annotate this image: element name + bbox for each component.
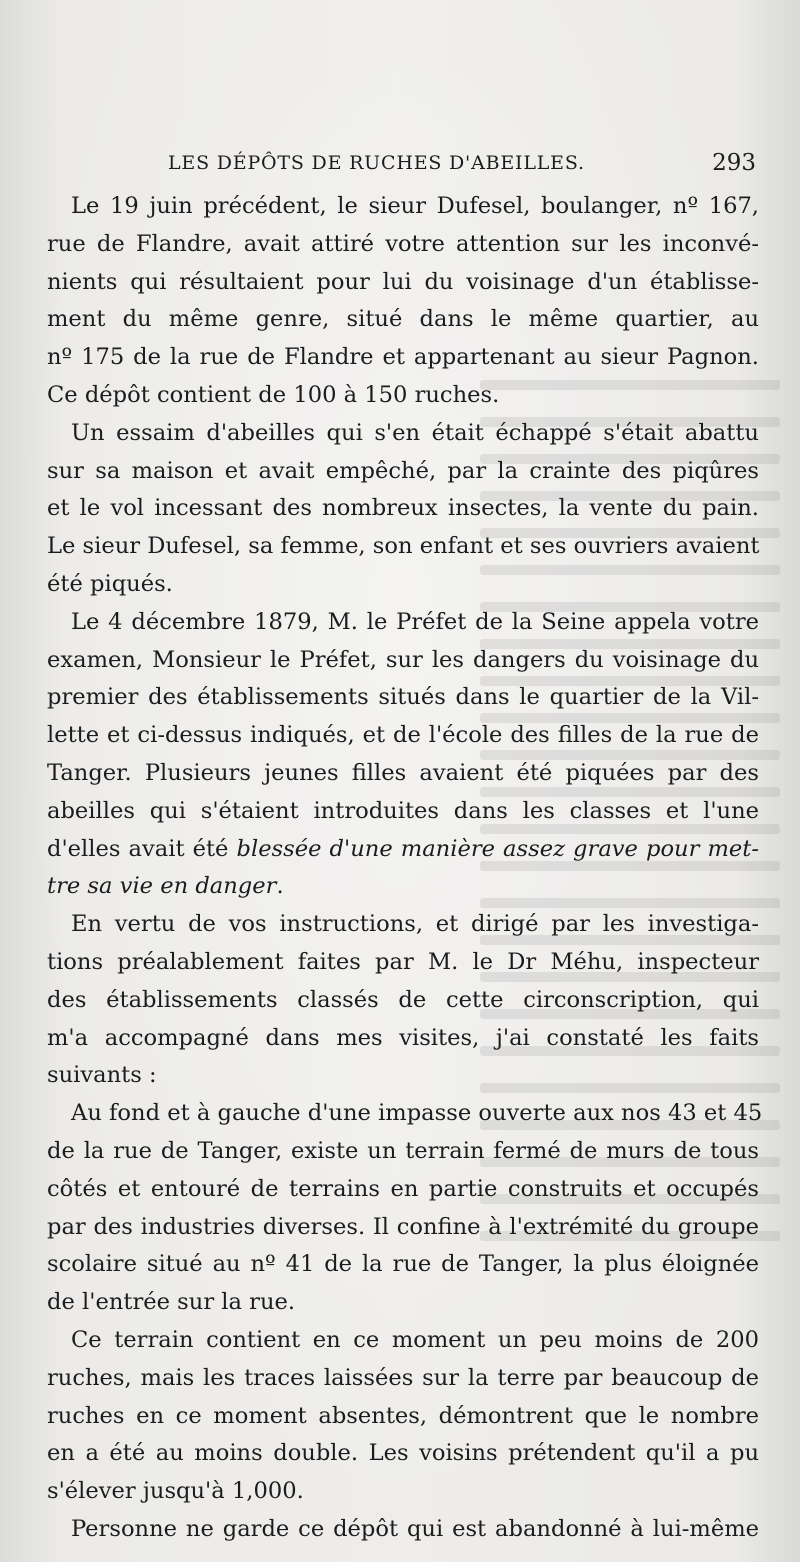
body-text	[47, 188, 763, 1549]
italic-segment: tre sa vie en danger	[47, 873, 277, 900]
text-line: côtés et entouré de terrains en partie construits et occupés	[47, 1175, 759, 1202]
text-line: été piqués.	[47, 570, 173, 597]
text-line: Au fond et à gauche d'une impasse ouverte aux nos 43 et 45	[71, 1100, 763, 1127]
text-line: nients qui résultaient pour lui du voisinage d'un établisse-	[47, 268, 759, 295]
text-line: Le 4 décembre 1879, M. le Préfet de la Seine appela votre	[71, 608, 759, 635]
text-line: ruches en ce moment absentes, démontrent que le nombre	[47, 1402, 759, 1429]
paragraph-4	[47, 906, 759, 1095]
text-line: en a été au moins double. Les voisins prétendent qu'il a pu	[47, 1440, 759, 1467]
paragraph-1	[47, 188, 759, 415]
text-line: de la rue de Tanger, existe un terrain fermé de murs de tous	[47, 1137, 759, 1164]
text-line-mixed	[47, 831, 759, 869]
running-head: LES DÉPÔTS DE RUCHES D'ABEILLES.	[168, 152, 585, 174]
text-line: nº 175 de la rue de Flandre et appartenant au sieur Pagnon.	[47, 344, 759, 371]
text-line: rue de Flandre, avait attiré votre attention sur les inconvé-	[47, 230, 759, 257]
text-line: s'élever jusqu'à 1,000.	[47, 1478, 304, 1505]
text-line: Ce terrain contient en ce moment un peu moins de 200	[71, 1326, 759, 1353]
text-line: premier des établissements situés dans le quartier de la Vil-	[47, 684, 759, 711]
page-number: 293	[712, 150, 756, 176]
text-line: m'a accompagné dans mes visites, j'ai constaté les faits	[47, 1024, 759, 1051]
page-header	[60, 146, 760, 180]
text-line: Personne ne garde ce dépôt qui est abandonné à lui-même	[71, 1515, 759, 1542]
text-line: abeilles qui s'étaient introduites dans les classes et l'une	[47, 797, 759, 824]
paragraph-7	[47, 1511, 759, 1549]
text-line: Ce dépôt contient de 100 à 150 ruches.	[47, 381, 500, 408]
text-line: Le 19 juin précédent, le sieur Dufesel, boulanger, nº 167,	[71, 193, 759, 219]
text-line-mixed: tre sa vie en danger.	[47, 873, 284, 900]
text-line: lette et ci-dessus indiqués, et de l'école des filles de la rue de	[47, 722, 759, 749]
text-line: scolaire situé au nº 41 de la rue de Tanger, la plus éloignée	[47, 1251, 759, 1278]
text-line: Tanger. Plusieurs jeunes filles avaient été piquées par des	[47, 759, 759, 786]
paragraph-5	[47, 1095, 763, 1322]
paragraph-3	[47, 604, 759, 906]
text-line: et le vol incessant des nombreux insectes, la vente du pain.	[47, 495, 759, 522]
text-segment: d'elles avait été	[47, 835, 237, 862]
text-line: ruches, mais les traces laissées sur la terre par beaucoup de	[47, 1364, 759, 1391]
text-line: ment du même genre, situé dans le même quartier, au	[47, 306, 759, 333]
paragraph-6	[47, 1322, 759, 1511]
paragraph-2	[47, 415, 759, 604]
text-line: tions préalablement faites par M. le Dr Méhu, inspecteur	[47, 948, 759, 975]
text-line: suivants :	[47, 1062, 157, 1089]
text-line: sur sa maison et avait empêché, par la crainte des piqûres	[47, 457, 759, 484]
text-line: des établissements classés de cette circonscription, qui	[47, 986, 759, 1013]
italic-segment: blessée d'une manière assez grave pour met-	[236, 835, 759, 862]
text-line: En vertu de vos instructions, et dirigé par les investiga-	[71, 911, 759, 938]
text-line: de l'entrée sur la rue.	[47, 1289, 296, 1316]
text-line: par des industries diverses. Il confine à l'extrémité du groupe	[47, 1213, 759, 1240]
text-line: Le sieur Dufesel, sa femme, son enfant et ses ouvriers avaient	[47, 533, 760, 560]
text-line: Un essaim d'abeilles qui s'en était échappé s'était abattu	[71, 419, 759, 446]
text-line: examen, Monsieur le Préfet, sur les dangers du voisinage du	[47, 646, 759, 673]
